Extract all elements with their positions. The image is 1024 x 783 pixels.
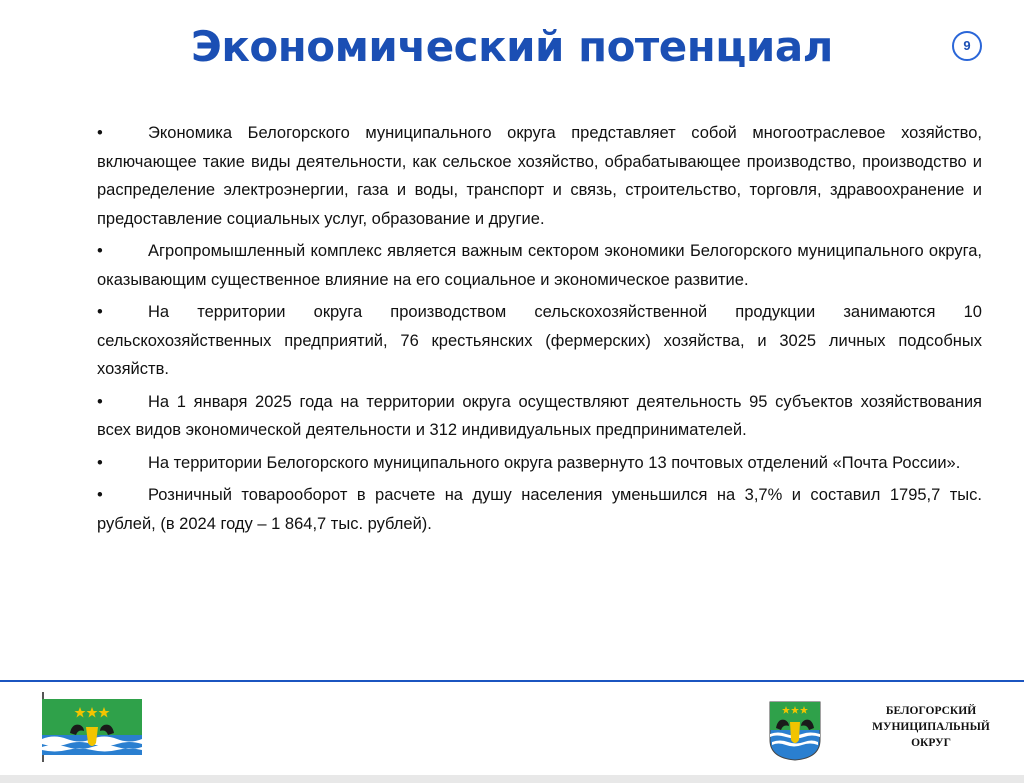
- bullet-marker: •: [97, 486, 103, 504]
- bottom-bar: [0, 775, 1024, 783]
- bullet-marker: •: [97, 392, 103, 411]
- municipal-flag-icon: [42, 699, 142, 755]
- organization-name: [858, 703, 1004, 751]
- bullet-marker: •: [97, 124, 103, 142]
- coat-of-arms-icon: [768, 700, 822, 762]
- bullet-marker: •: [97, 242, 103, 260]
- bullet-item: [97, 237, 982, 294]
- slide-title: Экономический потенциал: [191, 22, 833, 71]
- bullet-list: [97, 119, 982, 542]
- bullet-item: [97, 388, 982, 445]
- bullet-item: [97, 298, 982, 384]
- bullet-item: [97, 481, 982, 538]
- org-name-line: БЕЛОГОРСКИЙ: [885, 705, 977, 717]
- bullet-text: На территории Белогорского муниципального округа развернуто 13 почтовых отделений «Почта России».: [148, 453, 961, 472]
- bullet-text: Розничный товарооборот в расчете на душу населения уменьшился на 3,7% и составил 1795,7 тыс. рублей, (в 2024 году – 1 864,7 тыс. рублей).: [97, 486, 982, 533]
- bullet-item: [97, 449, 982, 478]
- bullet-text: На 1 января 2025 года на территории округа осуществляют деятельность 95 субъектов хозяйствования всех видов экономической деятельности и 312 индивидуальных предпринимателей.: [97, 392, 982, 439]
- footer-divider: [0, 680, 1024, 682]
- bullet-marker: •: [97, 303, 103, 321]
- bullet-text: Экономика Белогорского муниципального округа представляет собой многоотраслевое хозяйство, включающее такие виды деятельности, как сельское хозяйство, обрабатывающее производство, производство и распределение электроэнергии, газа и воды, транспорт и связь, строительство, торговля, здравоохранение и предоставление социальных услуг, образование и другие.: [97, 124, 982, 228]
- org-name-line: МУНИЦИПАЛЬНЫЙ: [872, 721, 990, 733]
- bullet-marker: •: [97, 453, 103, 472]
- bullet-text: На территории округа производством сельскохозяйственной продукции занимаются 10 сельскохозяйственных предприятий, 76 крестьянских (фермерских) хозяйства, и 3025 личных подсобных хозяйств.: [97, 303, 982, 378]
- bullet-text: Агропромышленный комплекс является важным сектором экономики Белогорского муниципального округа, оказывающим существенное влияние на его социальное и экономическое развитие.: [97, 242, 982, 289]
- bullet-item: [97, 119, 982, 233]
- org-name-line: ОКРУГ: [911, 737, 951, 749]
- page-number-badge: 9: [952, 31, 982, 61]
